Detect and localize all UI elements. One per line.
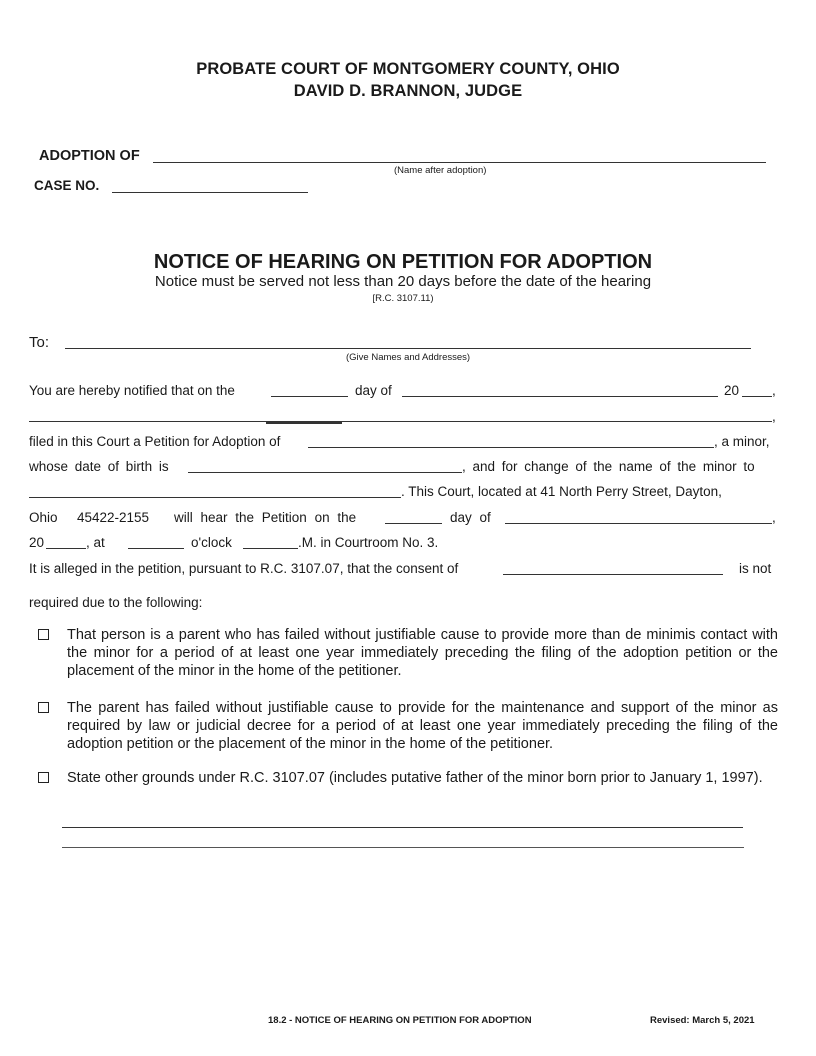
- adoption-of-label: ADOPTION OF: [39, 148, 140, 164]
- filing-month-field[interactable]: [402, 396, 718, 397]
- birth-date-label: whose date of birth is: [29, 459, 169, 474]
- day-of-label: day of: [355, 383, 392, 398]
- filing-day-field[interactable]: [271, 396, 348, 397]
- ground-item-other: [38, 769, 778, 809]
- to-hint: (Give Names and Addresses): [346, 352, 471, 363]
- hearing-day-field[interactable]: [385, 523, 442, 524]
- ground-text: The parent has failed without justifiable cause to provide for the maintenance and support of the minor as required by law or judicial decree for a period of at least one year immediately preceding the filing of the adoption petition or the placement of the minor in the home of the petitioner.: [67, 700, 778, 752]
- new-name-field[interactable]: [29, 497, 401, 498]
- checkbox-no-contact[interactable]: [38, 629, 49, 640]
- oclock-text: o'clock: [191, 535, 232, 550]
- court-name: PROBATE COURT OF MONTGOMERY COUNTY, OHIO: [196, 60, 620, 78]
- a-minor-text: , a minor,: [714, 434, 770, 449]
- consent-text: It is alleged in the petition, pursuant to R.C. 3107.07, that the consent of: [29, 561, 459, 576]
- adoption-of-hint: (Name after adoption): [394, 165, 487, 176]
- minor-name-field[interactable]: [308, 447, 714, 448]
- to-label: To:: [29, 334, 50, 351]
- notice-date-intro: You are hereby notified that on the: [29, 383, 235, 398]
- petition-filed-text: filed in this Court a Petition for Adoption of: [29, 434, 281, 449]
- case-no-field[interactable]: [112, 192, 308, 193]
- ground-text: State other grounds under R.C. 3107.07 (includes putative father of the minor born prior to January 1, 1997).: [67, 770, 763, 786]
- petitioner-name-field-segment: [266, 422, 342, 424]
- is-not-text: is not: [739, 561, 772, 576]
- ohio-text: Ohio: [29, 510, 58, 525]
- adoption-of-field[interactable]: [153, 162, 766, 163]
- comma: ,: [772, 409, 776, 424]
- day-of-label: day of: [450, 510, 491, 525]
- petitioner-name-field[interactable]: [29, 421, 772, 422]
- comma: ,: [772, 510, 776, 525]
- courtroom-text: .M. in Courtroom No. 3.: [298, 535, 439, 550]
- year-prefix: 20: [724, 383, 740, 398]
- hearing-year-field[interactable]: [46, 548, 86, 549]
- name-change-text: , and for change of the name of the minor to: [462, 459, 755, 474]
- am-pm-field[interactable]: [243, 548, 298, 549]
- comma: ,: [772, 383, 776, 398]
- case-no-label: CASE NO.: [34, 178, 100, 193]
- to-field[interactable]: [65, 348, 751, 349]
- ground-text: That person is a parent who has failed without justifiable cause to provide more than de minimis contact with the minor for a period of at least one year immediately preceding the filing of the adoption petition or the placement of the minor in the home of the petitioner.: [67, 627, 778, 679]
- other-grounds-line-1[interactable]: [62, 827, 743, 828]
- checkbox-other-grounds[interactable]: [38, 772, 49, 783]
- hearing-month-field[interactable]: [505, 523, 772, 524]
- revised-date: Revised: March 5, 2021: [650, 1015, 755, 1026]
- zip-code: 45422-2155: [77, 510, 150, 525]
- ground-item-no-contact: [38, 626, 778, 682]
- hearing-intro-text: will hear the Petition on the: [174, 510, 357, 525]
- hearing-hour-field[interactable]: [128, 548, 184, 549]
- at-text: , at: [86, 535, 105, 550]
- court-location-text: . This Court, located at 41 North Perry Street, Dayton,: [401, 484, 722, 499]
- document-title: NOTICE OF HEARING ON PETITION FOR ADOPTION: [153, 251, 653, 273]
- filing-year-field[interactable]: [742, 396, 772, 397]
- required-due-text: required due to the following:: [29, 595, 203, 610]
- consent-person-field[interactable]: [503, 574, 723, 575]
- other-grounds-line-2[interactable]: [62, 847, 744, 848]
- ground-item-no-support: [38, 699, 778, 755]
- year-prefix: 20: [29, 535, 45, 550]
- document-subtitle: Notice must be served not less than 20 days before the date of the hearing: [154, 273, 652, 290]
- birth-date-field[interactable]: [188, 472, 462, 473]
- judge-name: DAVID D. BRANNON, JUDGE: [293, 82, 523, 100]
- checkbox-no-support[interactable]: [38, 702, 49, 713]
- statute-citation: [R.C. 3107.11): [372, 293, 434, 304]
- form-name: 18.2 - NOTICE OF HEARING ON PETITION FOR ADOPTION: [268, 1015, 532, 1026]
